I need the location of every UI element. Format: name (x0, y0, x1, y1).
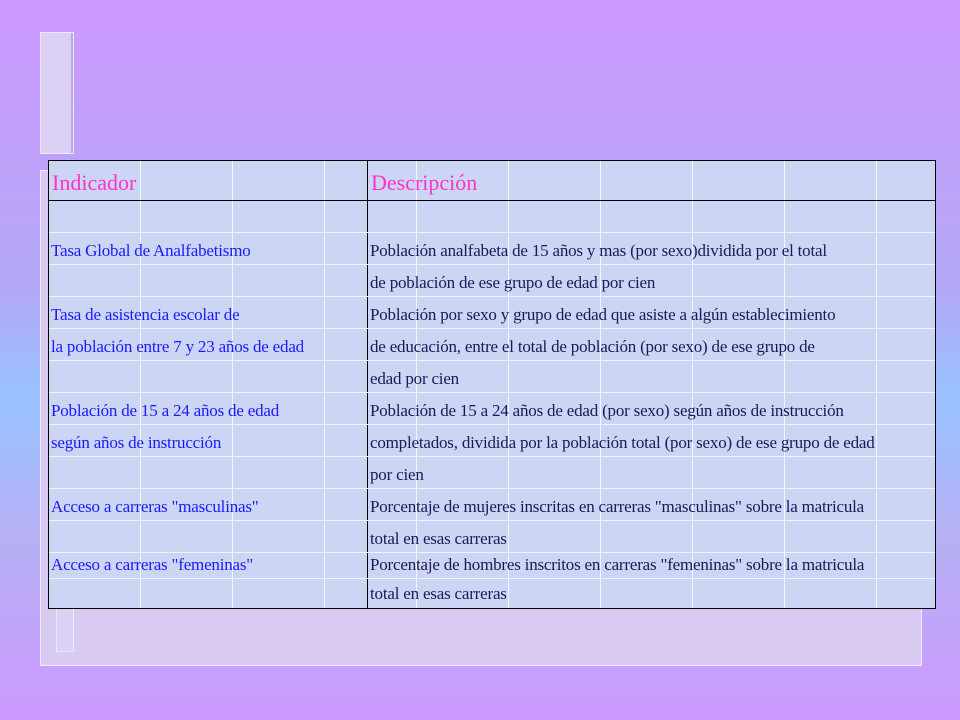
description-cell: Porcentaje de hombres inscritos en carreras "femeninas" sobre la matricula (370, 555, 865, 574)
description-cell: Población por sexo y grupo de edad que asiste a algún establecimiento (370, 305, 836, 324)
description-cell: completados, dividida por la población total (por sexo) de ese grupo de edad (370, 433, 875, 452)
indicator-cell: Tasa de asistencia escolar de (51, 305, 240, 324)
indicator-cell: Población de 15 a 24 años de edad (51, 401, 280, 420)
indicator-cell (51, 361, 367, 392)
indicator-cell: según años de instrucción (51, 433, 222, 452)
table-row (49, 329, 935, 361)
indicator-cell (51, 457, 367, 488)
table-row (49, 233, 935, 265)
table-row (49, 489, 935, 521)
table-row (49, 457, 935, 489)
indicator-table (48, 160, 936, 609)
indicator-cell (51, 201, 367, 232)
description-cell: por cien (370, 465, 424, 484)
decorative-bar-top (40, 32, 74, 154)
description-cell: edad por cien (370, 369, 459, 388)
description-cell: Población analfabeta de 15 años y mas (por sexo)dividida por el total (370, 241, 827, 260)
description-cell: Población de 15 a 24 años de edad (por sexo) según años de instrucción (370, 401, 844, 420)
table-row (49, 201, 935, 233)
indicator-cell (51, 265, 367, 296)
indicator-cell: Tasa Global de Analfabetismo (51, 241, 251, 260)
header-indicator: Indicador (52, 170, 137, 195)
indicator-cell (51, 576, 367, 607)
description-cell (370, 201, 930, 232)
indicator-cell: Acceso a carreras "femeninas" (51, 555, 254, 574)
table-row (49, 361, 935, 393)
description-cell: total en esas carreras (370, 584, 507, 603)
header-description: Descripción (371, 170, 478, 195)
description-cell: total en esas carreras (370, 529, 507, 548)
description-cell: de población de ese grupo de edad por cien (370, 273, 656, 292)
table-row (49, 265, 935, 297)
table-row (49, 297, 935, 329)
table-row (49, 393, 935, 425)
indicator-cell: Acceso a carreras "masculinas" (51, 497, 259, 516)
table-row (49, 576, 935, 607)
description-cell: de educación, entre el total de población (por sexo) de ese grupo de (370, 337, 815, 356)
indicator-cell: la población entre 7 y 23 años de edad (51, 337, 304, 356)
table-row (49, 425, 935, 457)
table-row (49, 547, 935, 579)
description-cell: Porcentaje de mujeres inscritas en carreras "masculinas" sobre la matricula (370, 497, 865, 516)
